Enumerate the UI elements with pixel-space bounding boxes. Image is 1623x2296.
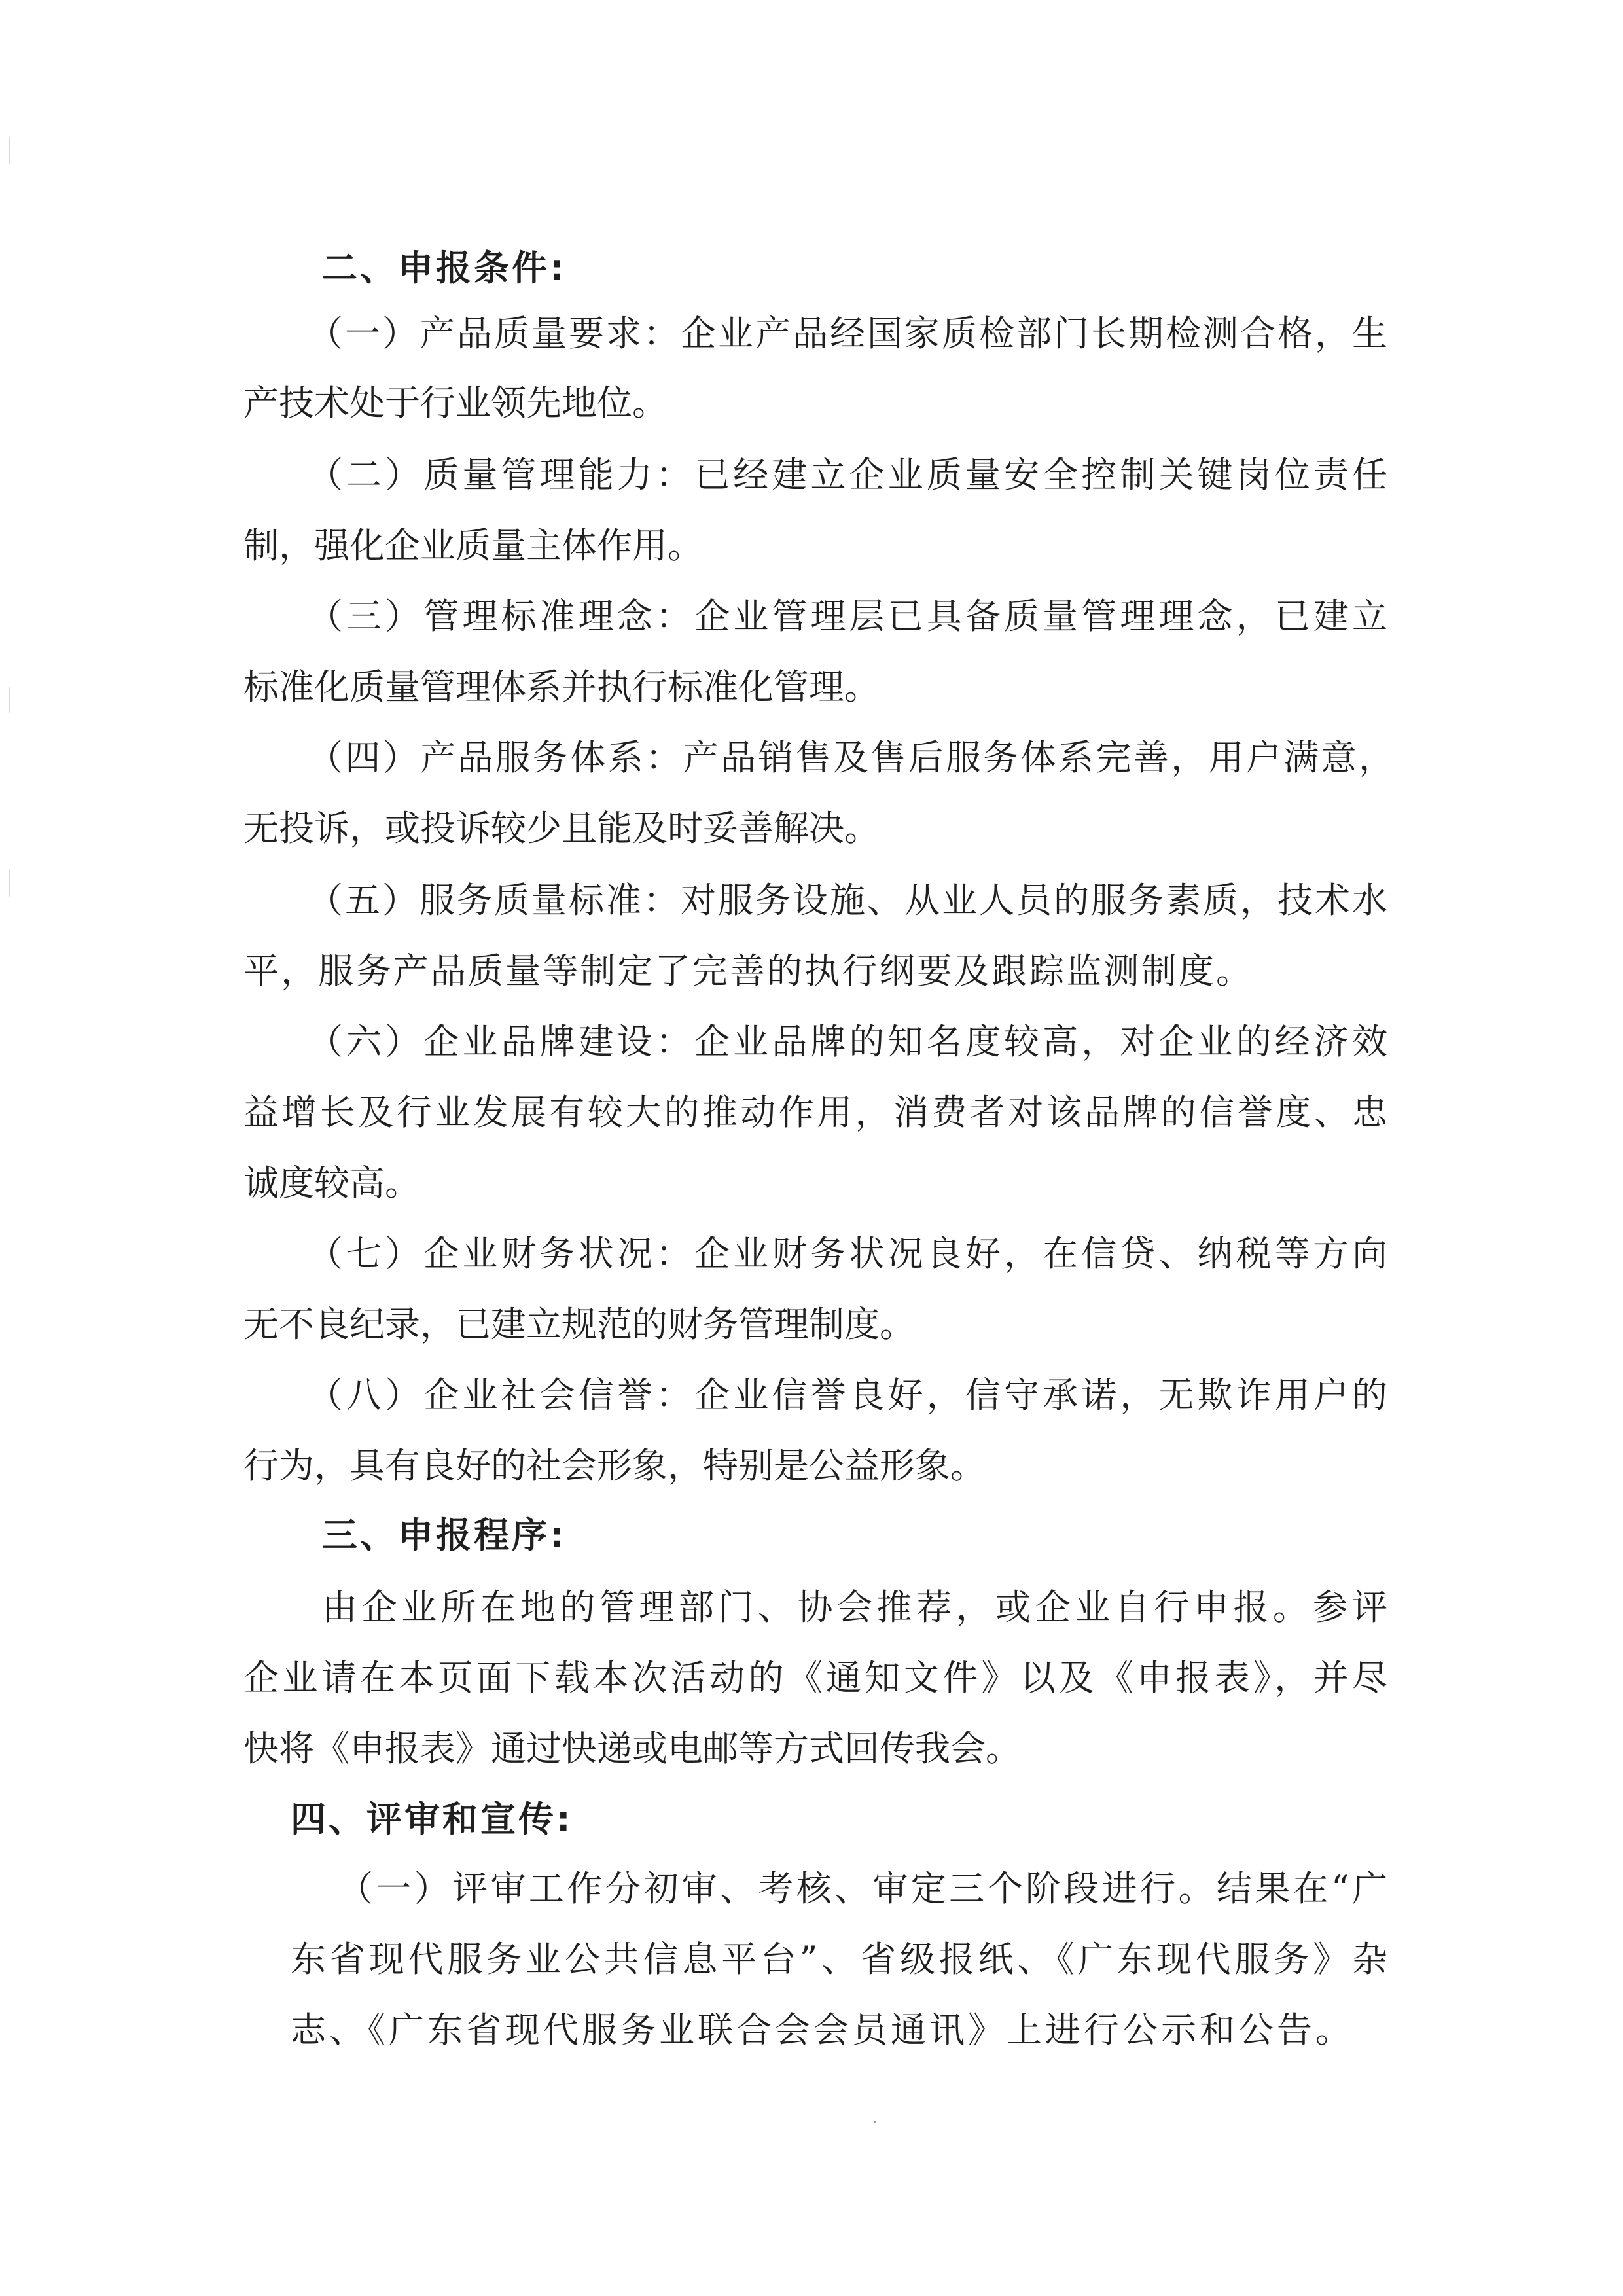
- paragraph-line: （五）服务质量标准：对服务设施、从业人员的服务素质，技术水: [308, 880, 1387, 921]
- paragraph-line: 行为，具有良好的社会形象，特别是公益形象。: [243, 1445, 986, 1486]
- paragraph-line: （四）产品服务体系：产品销售及售后服务体系完善，用户满意，: [308, 737, 1394, 778]
- scan-margin-mark: [9, 137, 14, 164]
- paragraph-line: 无不良纪录，已建立规范的财务管理制度。: [243, 1304, 915, 1345]
- paragraph-line: 企业请在本页面下载本次活动的《通知文件》以及《申报表》，并尽: [243, 1657, 1387, 1698]
- section-heading-procedure: 三、申报程序:: [322, 1515, 567, 1556]
- paragraph-line: 益增长及行业发展有较大的推动作用，消费者对该品牌的信誉度、忠: [243, 1092, 1387, 1133]
- paragraph-line: （八）企业社会信誉：企业信誉良好，信守承诺，无欺诈用户的: [308, 1374, 1387, 1416]
- paragraph-line: 无投诉，或投诉较少且能及时妥善解决。: [243, 808, 880, 849]
- paragraph-line: （二）质量管理能力：已经建立企业质量安全控制关键岗位责任: [308, 454, 1387, 495]
- paragraph-line: （六）企业品牌建设：企业品牌的知名度较高，对企业的经济效: [308, 1021, 1387, 1062]
- section-heading-review: 四、评审和宣传:: [291, 1799, 573, 1840]
- paragraph-line: 标准化质量管理体系并执行标准化管理。: [243, 666, 880, 708]
- paragraph-line: 平，服务产品质量等制定了完善的执行纲要及跟踪监测制度。: [243, 950, 1251, 992]
- paragraph-line: 东省现代服务业公共信息平台”、省级报纸、《广东现代服务》杂: [291, 1939, 1387, 1980]
- section-heading-conditions: 二、申报条件:: [322, 247, 567, 289]
- paragraph-line: 产技术处于行业领先地位。: [243, 382, 668, 423]
- paragraph-line: （三）管理标准理念：企业管理层已具备质量管理理念，已建立: [308, 596, 1387, 637]
- scan-speck: [874, 2121, 876, 2123]
- paragraph-line: 制，强化企业质量主体作用。: [243, 525, 703, 566]
- scan-margin-mark: [9, 870, 14, 897]
- paragraph-line: （一）产品质量要求：企业产品经国家质检部门长期检测合格，生: [308, 313, 1387, 354]
- paragraph-line: 快将《申报表》通过快递或电邮等方式回传我会。: [243, 1728, 1021, 1769]
- paragraph-line: 诚度较高。: [243, 1162, 420, 1204]
- paragraph-line: 志、《广东省现代服务业联合会会员通讯》上进行公示和公告。: [291, 2009, 1351, 2051]
- paragraph-line: （七）企业财务状况：企业财务状况良好，在信贷、纳税等方向: [308, 1233, 1387, 1274]
- scan-margin-mark: [9, 687, 14, 713]
- paragraph-line: （一）评审工作分初审、考核、审定三个阶段进行。结果在“广: [338, 1868, 1387, 1909]
- paragraph-line: 由企业所在地的管理部门、协会推荐，或企业自行申报。参评: [322, 1587, 1387, 1628]
